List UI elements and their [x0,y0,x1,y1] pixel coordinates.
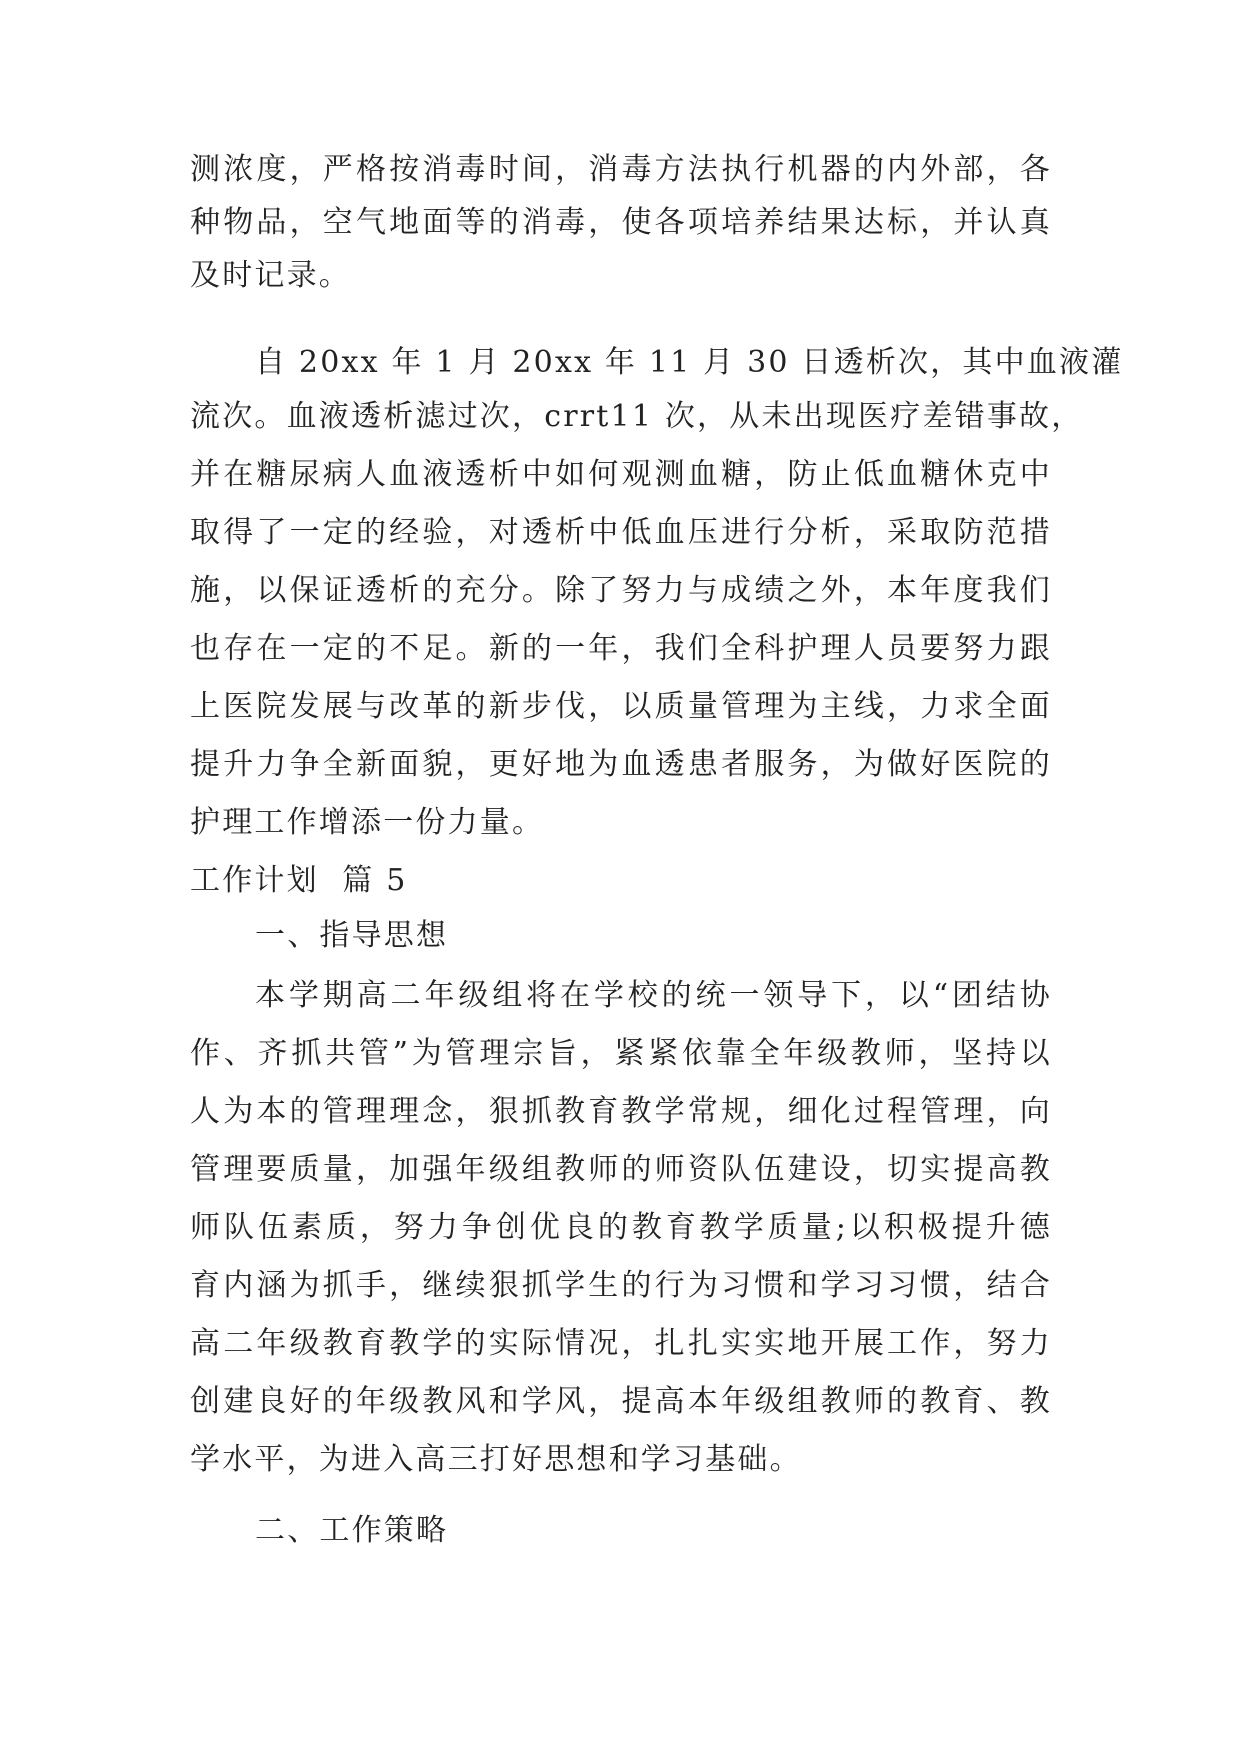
body-text-line: 流次。血液透析滤过次，crrt11 次，从未出现医疗差错事故， [190,399,1084,434]
body-text-line: 学水平，为进入高三打好思想和学习基础。 [190,1442,802,1477]
body-text-line: 也存在一定的不足。新的一年，我们全科护理人员要努力跟 [190,631,1052,666]
body-text-line: 创建良好的年级教风和学风，提高本年级组教师的教育、教 [190,1384,1052,1419]
body-text-line: 种物品，空气地面等的消毒，使各项培养结果达标，并认真 [190,205,1052,240]
body-text-line: 作、齐抓共管”为管理宗旨，紧紧依靠全年级教师，坚持以 [190,1036,1052,1071]
body-text-line: 提升力争全新面貌，更好地为血透患者服务，为做好医院的 [190,747,1052,782]
body-text-line: 上医院发展与改革的新步伐，以质量管理为主线，力求全面 [190,689,1052,724]
body-text-line: 护理工作增添一份力量。 [190,805,545,840]
body-text-line: 取得了一定的经验，对透析中低血压进行分析，采取防范措 [190,515,1052,550]
body-text-line: 测浓度，严格按消毒时间，消毒方法执行机器的内外部，各 [190,152,1052,187]
section-heading: 工作计划 篇 5 [190,863,408,898]
body-text-line: 管理要质量，加强年级组教师的师资队伍建设，切实提高教 [190,1152,1052,1187]
subsection-heading: 二、工作策略 [255,1513,449,1548]
body-text-line: 并在糖尿病人血液透析中如何观测血糖，防止低血糖休克中 [190,457,1052,492]
body-text-line: 施，以保证透析的充分。除了努力与成绩之外，本年度我们 [190,573,1052,608]
body-text-line: 自 20xx 年 1 月 20xx 年 11 月 30 日透析次，其中血液灌 [255,345,1124,380]
body-text-line: 人为本的管理理念，狠抓教育教学常规，细化过程管理，向 [190,1094,1052,1129]
body-text-line: 师队伍素质，努力争创优良的教育教学质量;以积极提升德 [190,1210,1052,1245]
subsection-heading: 一、指导思想 [255,918,449,953]
body-text-line: 及时记录。 [190,258,351,293]
body-text-line: 本学期高二年级组将在学校的统一领导下，以“团结协 [255,978,1052,1013]
body-text-line: 高二年级教育教学的实际情况，扎扎实实地开展工作，努力 [190,1326,1052,1361]
body-text-line: 育内涵为抓手，继续狠抓学生的行为习惯和学习习惯，结合 [190,1268,1052,1303]
